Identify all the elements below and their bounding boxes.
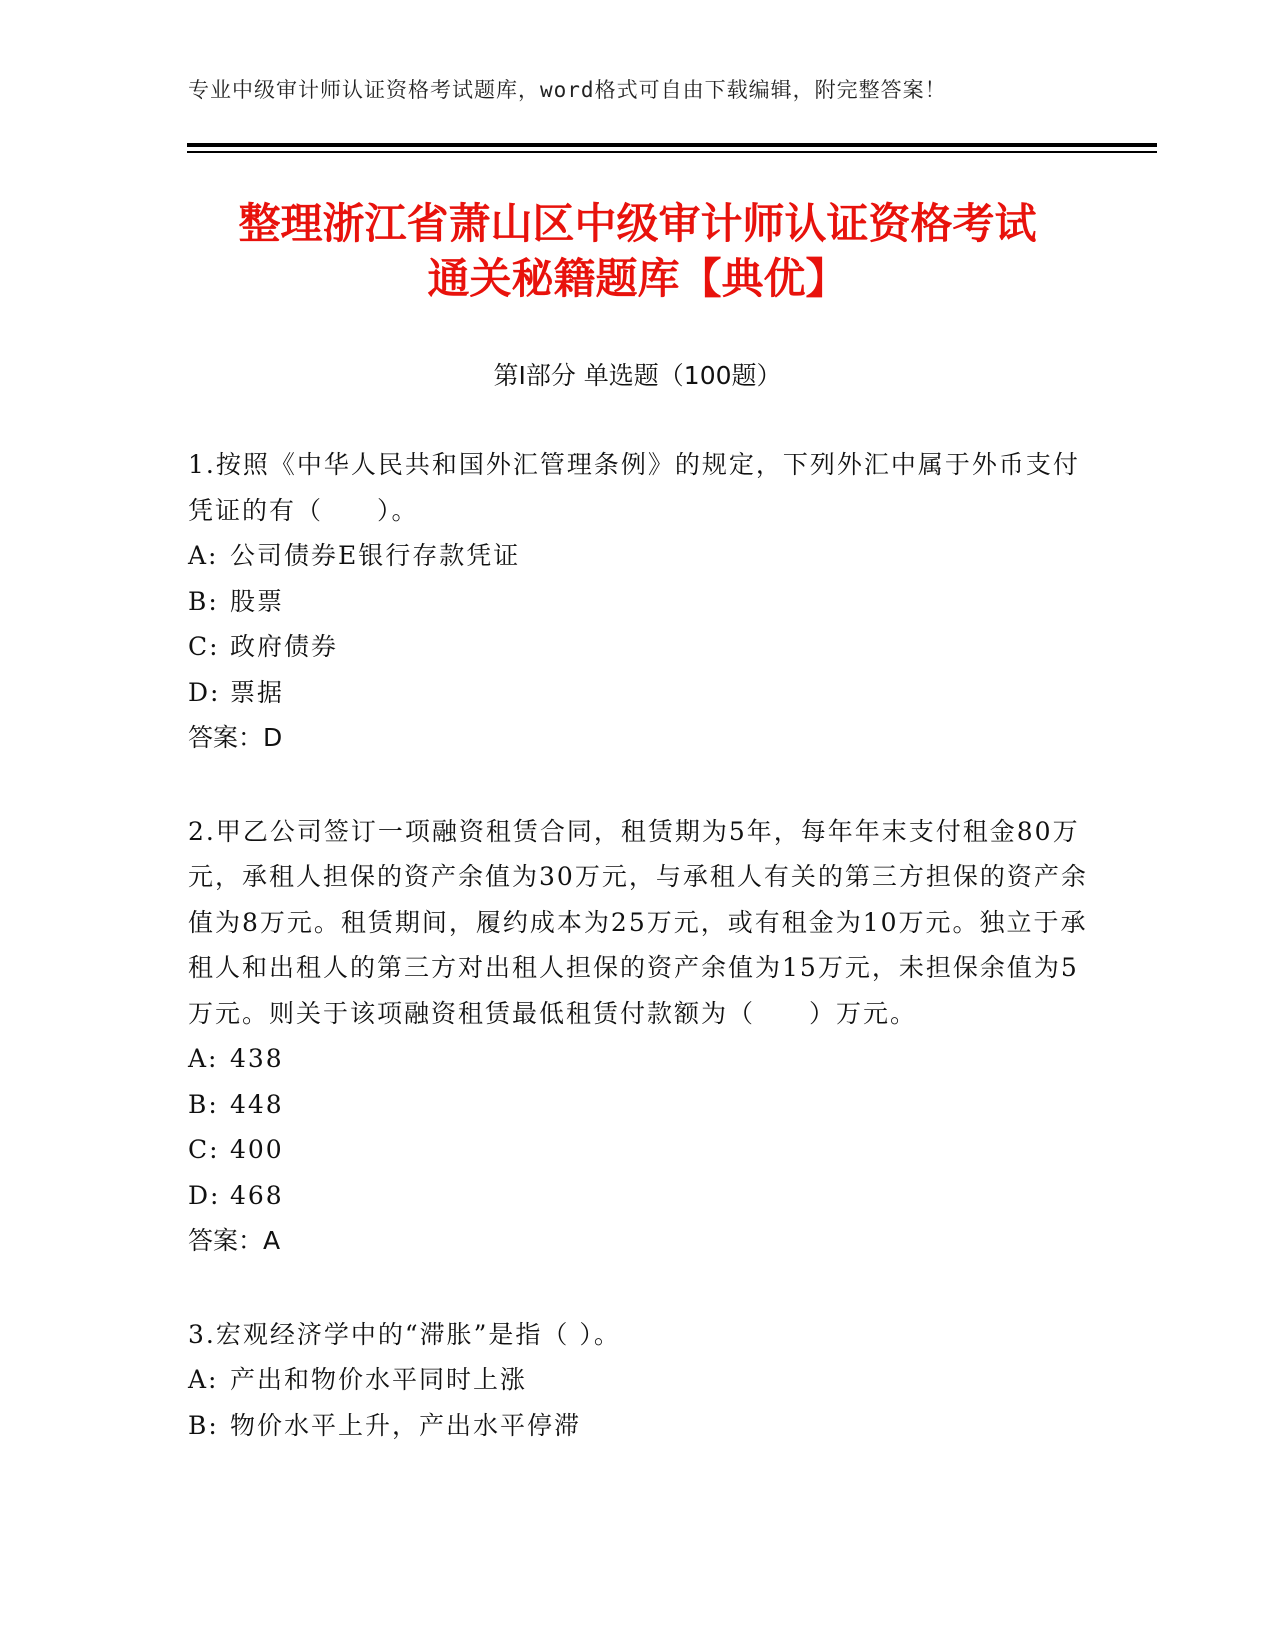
- question-1: [188, 442, 1088, 761]
- header-rule-thin: [187, 151, 1157, 153]
- option-text: 468: [230, 1180, 284, 1210]
- option-key: A:: [188, 1365, 219, 1394]
- section-heading: 第Ⅰ部分 单选题（100题）: [493, 361, 782, 390]
- option-text: 票据: [230, 677, 285, 707]
- option-a: [188, 1357, 1088, 1403]
- option-text: 政府债券: [230, 632, 339, 661]
- document-title: [150, 196, 1125, 306]
- option-b: [188, 1403, 1088, 1449]
- option-key: C:: [188, 632, 220, 661]
- option-a: [188, 533, 1088, 579]
- question-3: [188, 1312, 1088, 1449]
- option-text: 物价水平上升，产出水平停滞: [230, 1410, 582, 1440]
- option-key: A:: [188, 541, 219, 570]
- option-a: [188, 1036, 1088, 1082]
- answer-line: 答案：A: [188, 1226, 281, 1255]
- option-d: [188, 1173, 1088, 1219]
- document-title-line-1: 整理浙江省萧山区中级审计师认证资格考试: [238, 199, 1037, 248]
- option-b: [188, 1082, 1088, 1128]
- option-text: 公司债券E银行存款凭证: [230, 541, 521, 570]
- option-text: 产出和物价水平同时上涨: [230, 1365, 528, 1394]
- option-text: 438: [230, 1044, 284, 1073]
- option-c: [188, 624, 1088, 670]
- option-b: [188, 579, 1088, 625]
- question-stem: 2.甲乙公司签订一项融资租赁合同，租赁期为5年，每年年末支付租金80万元，承租人担保的资产余值为30万元，与承租人有关的第三方担保的资产余值为8万元。租赁期间，履约成本为25万元，或有租金为10万元。独立于承租人和出租人的第三方对出租人担保的资产余值为15万元，未担保余值为5万元。则关于该项融资租赁最低租赁付款额为（ ）万元。: [188, 816, 1088, 1028]
- option-key: C:: [188, 1135, 220, 1164]
- option-text: 448: [230, 1089, 284, 1119]
- option-key: D:: [188, 1180, 221, 1210]
- header-rule-thick: [187, 143, 1157, 147]
- option-text: 股票: [230, 586, 285, 616]
- question-stem: 1.按照《中华人民共和国外汇管理条例》的规定，下列外汇中属于外币支付凭证的有（ ）。: [188, 450, 1080, 525]
- question-2: [188, 809, 1088, 1264]
- option-text: 400: [230, 1135, 284, 1164]
- question-stem: 3.宏观经济学中的“滞胀”是指（ ）。: [188, 1319, 621, 1349]
- option-d: [188, 670, 1088, 716]
- option-key: D:: [188, 677, 221, 707]
- option-c: [188, 1127, 1088, 1173]
- answer-line: 答案：D: [188, 723, 283, 752]
- question-list: [188, 442, 1088, 1496]
- page-header-text: 专业中级审计师认证资格考试题库，word格式可自由下载编辑，附完整答案！: [188, 78, 947, 102]
- option-key: B:: [188, 586, 219, 616]
- document-title-line-2: 通关秘籍题库【典优】: [427, 254, 848, 303]
- option-key: A:: [188, 1044, 219, 1073]
- option-key: B:: [188, 1089, 219, 1119]
- option-key: B:: [188, 1410, 219, 1440]
